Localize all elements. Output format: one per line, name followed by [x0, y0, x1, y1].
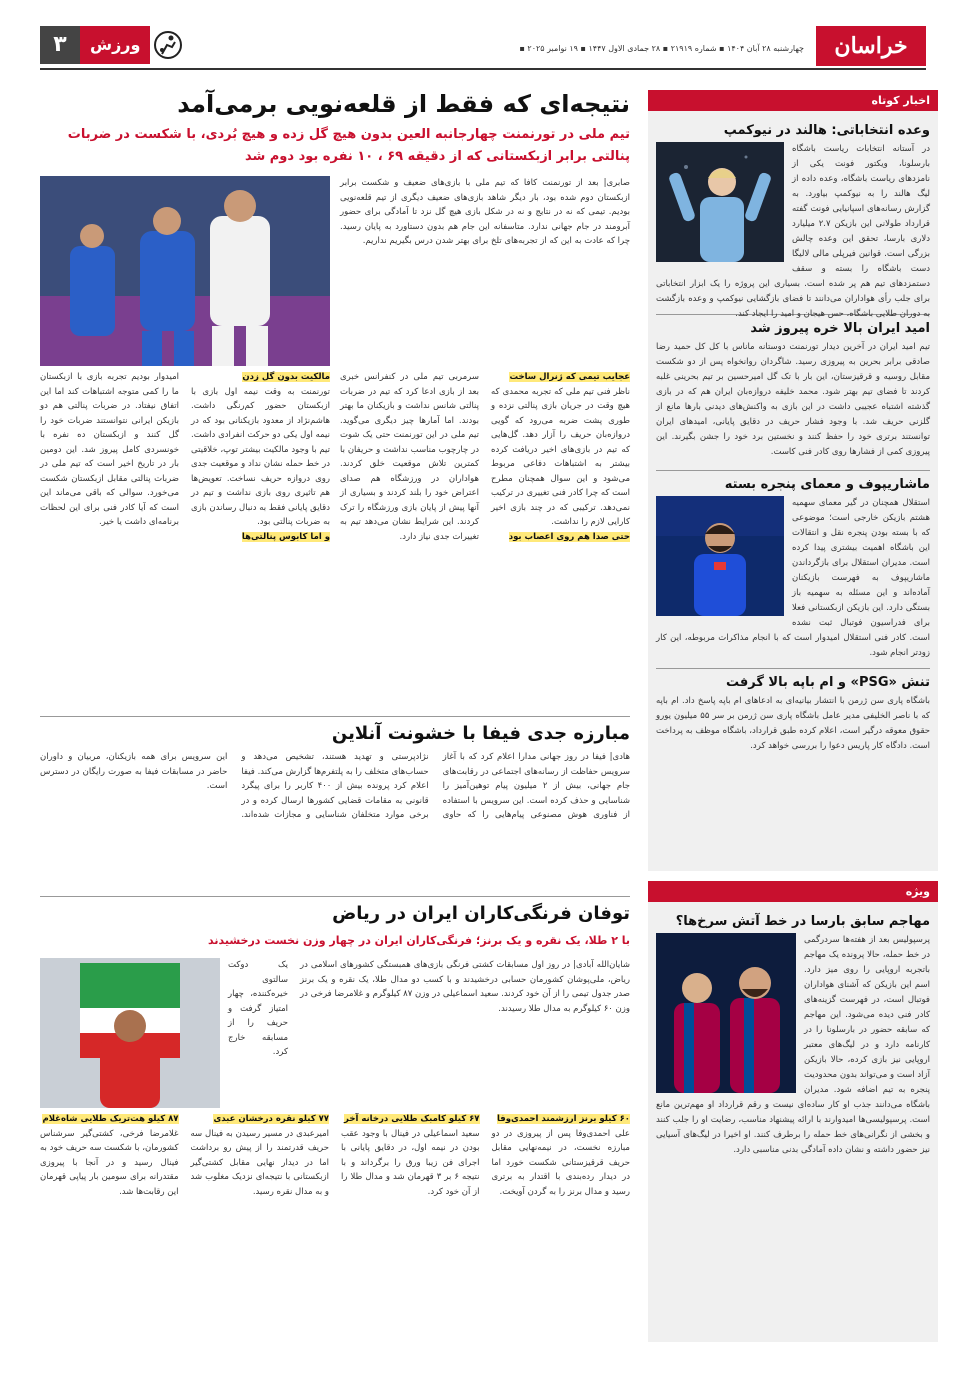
- subhead-77kg: ۷۷ کیلو نقره درخشان عبدی: [213, 1114, 329, 1124]
- khorasan-logo[interactable]: خراسان: [816, 26, 926, 66]
- section-label: ورزش: [80, 26, 150, 64]
- article-body: [40, 370, 630, 710]
- news-text: در آستانه انتخابات ریاست باشگاه بارسلونا، ویکتور فونت یکی از نامزدهای ریاست باشگاه، وعده داده از لیگ هالند را به نیوکمپ بیاورد. به گزارش رسانه‌های اسپانیایی فونت گفته قرارداد طولانی این بازیکن ۲.۷ میلیارد دلاری بارسا، تحقق این وعده چالش بزرگی است. قوانین فیرپلی مالی لالیگا دست باشگاه را بسته و سقف دستمزدهای تیم هم پر شده است. بسیاری این پروژه را یک ابزار انتخاباتی برای جلب رأی هواداران می‌دانند تا فضای بازگشایی نیوکمپ و وعده بازگشت به دوران طلایی باشگاه، حس هیجان و امید را ایجاد کند.: [656, 144, 930, 319]
- wrestling-results: ۶۰ کیلو برنز ارزشمند احمدی‌وفا علی احمدی‌وفا پس از پیروزی در دو مبارزه نخست، در نیمه‌نهایی مقابل حریف قرقیزستانی شکست خورد اما در دیدار رده‌بندی با اقتدار به برتری رسید و مدال برنز را به گردن آویخت. ۶۷ کیلو کامبک طلایی درخانه آخر سعید اسماعیلی در فینال با وجود عقب بودن در نیمه اول، در دقایق پایانی با اجرای فن زیبا ورق را برگرداند و با نتیجه ۶ بر ۳ قهرمان شد و مدال طلا را از آن خود کرد. ۷۷ کیلو نقره درخشان عبدی امیرعبدی در مسیر رسیدن به فینال سه حریف قدرتمند را از پیش رو برداشت اما در دیدار نهایی مقابل کشتی‌گیر ازبکستانی با نتیجه‌ای نزدیک مغلوب شد و به مدال نقره رسید. ۸۷ کیلو هت‌تریک طلایی شاه‌غلام غلامرضا فرخی، کشتی‌گیر سرشناس کشورمان، با شکست سه حریف خود به فینال رسید و در آنجا با پیروزی مقتدرانه برای سومین بار پیاپی قهرمان این رقابت‌ها شد.: [40, 1114, 630, 1197]
- photo-caption: یک دوکت سالتوی خیره‌کننده، چهار امتیاز گرفت و حریف را از مسابقه خارج کرد.: [228, 960, 288, 1057]
- news-title[interactable]: امید ایران بالا خره پیروز شد: [750, 321, 930, 336]
- short-news-header: اخبار کوتاه: [648, 90, 938, 111]
- subhead-possession: مالکیت بدون گل زدن: [242, 372, 330, 382]
- subhead-60kg: ۶۰ کیلو برنز ارزشمند احمدی‌وفا: [496, 1114, 630, 1124]
- article-headline[interactable]: توفان فرنگی‌کاران ایران در ریاض: [332, 903, 630, 924]
- haaland-photo: [656, 142, 784, 262]
- news-item-iran-u23: [656, 321, 930, 460]
- intro-text: صابری| بعد از تورنمنت کافا که تیم ملی با بازی‌های ضعیف و شکست برابر ازبکستان دوم شده بود، بار دیگر شاهد بازی‌های ضعیف دیگری از تیم قلعه‌نویی بودیم. تیمی که نه در نتایج و نه در شکل بازی هیچ گل نزد تا آمادگی برای حضور آبرومند در جام جهانی ندارد. متاسفانه این جام هم بدون دستاورد به پایان رسید. چرا که عادت به این که از تجربه‌های تلخ برای بهتر شدن درس بگیریم نداریم.: [340, 178, 630, 246]
- news-item-haaland: [656, 123, 930, 319]
- issue-date-line: چهارشنبه ۲۸ آبان ۱۴۰۴ ▪ شماره ۲۱۹۱۹ ▪ ۲۸ جمادی الاول ۱۴۴۷ ▪ ۱۹ نوامبر ۲۰۲۵ ▪: [519, 44, 804, 53]
- subhead-penalties: و اما کابوس پنالتی‌ها: [241, 531, 330, 542]
- news-text: باشگاه پاری سن ژرمن با انتشار بیانیه‌ای به ادعاهای ام باپه پاسخ داد. ام باپه که با ناصر الخلیفی مدیر عامل باشگاه پاری سن ژرمن بر سر ۵۵ میلیون یورو حقوق معوقه درگیر است، اعلام کرده طبق قرارداد، باشگاه موظف به پرداخت است. دادگاه کار پاریس دعوا را بررسی خواهد کرد.: [656, 696, 930, 751]
- masharipov-photo: [656, 496, 784, 616]
- news-title[interactable]: وعده انتخاباتی: هالند در نیوکمپ: [723, 123, 930, 138]
- col-d-text: امیدوار بودیم تجربه بازی با ازبکستان ما را کمی متوجه اشتباهات کند اما این اتفاق نیفتاد. در ضربات پنالتی هم دو بازیکن ایرانی نتوانستند ضربات خود را گل کنند و ازبکستان ده نفره با خونسردی کامل پیروز شد. این دومین بار در تاریخ اخیر است که تیم ملی در ضربات پنالتی مقابل ازبکستان شکست می‌خورد. سوالی که باقی می‌ماند این است که آیا کادر فنی برای این لحظات برنامه‌ای داشت یا خیر.: [40, 372, 179, 527]
- article-intro: [340, 176, 630, 356]
- article-text: هادی| فیفا در روز جهانی مدارا اعلام کرد که با آغاز سرویس حفاظت از رسانه‌های اجتماعی در رقابت‌های جام جهانی، بیش از ۲ میلیون پیام توهین‌آمیز را شناسایی و حذف کرده است. این سرویس با استفاده از فناوری هوش مصنوعی پیام‌هایی را که حاوی نژادپرستی و تهدید هستند، تشخیص می‌دهد و حساب‌های متخلف را به پلتفرم‌ها گزارش می‌کند. فیفا اعلام کرد پرونده بیش از ۴۰۰ کاربر را برای پیگرد قانونی به مقامات قضایی کشورها ارسال کرده و در برخی موارد متخلفان شناسایی و مجازات شده‌اند. این سرویس برای همه بازیکنان، مربیان و داوران حاضر در مسابقات فیفا به صورت رایگان در دسترس است.: [40, 752, 630, 820]
- col-a-text: ناظر فنی تیم ملی که تجربه محمدی که هیچ وقت در جریان بازی پنالتی نزده و طوری پشت ضربه می‌رود که گویی دروازه‌بان حریف را آزار دهد. گل‌هایی که تیم در بازی‌های اخیر دریافت کرده بیشتر به اشتباهات دفاعی مربوط می‌شود و این سوال همچنان مطرح است که چرا کادر فنی تغییری در ترکیب نمی‌دهد. ترکیبی که در چند بازی اخیر کارایی لازم را نداشت.: [491, 386, 630, 527]
- section-tag: [40, 26, 186, 64]
- masthead: [40, 22, 926, 70]
- soccer-player-icon: [150, 26, 186, 64]
- news-text: استقلال همچنان در گیر معمای سهمیه هشتم بازیکن خارجی است؛ موضوعی که با بسته بودن پنجره نقل و انتقالات این باشگاه اهمیت بیشتری پیدا کرده است. مدیران استقلال برای بازگرداندن ماشاریپوف به فهرست بازیکنان آماده‌اند و این مسئله به سهمیه باز بستگی دارد. این بازیکن ازبکستانی فعلا برای فدراسیون فوتبال ثبت نشده است. کادر فنی استقلال امیدوار است که با انجام مذاکرات مربوطه، این کار زودتر انجام شود.: [656, 498, 930, 658]
- team-melli-photo: [40, 176, 330, 366]
- subhead-wonders: عجایب تیمی که ژنرال ساخت: [509, 372, 630, 382]
- article-fifa: [40, 723, 630, 890]
- barca-players-photo: [656, 933, 796, 1093]
- news-item-psg-mbappe: [656, 675, 930, 794]
- special-text: پرسپولیس بعد از هفته‌ها سردرگمی در خط حمله، حالا پرونده یک مهاجم باتجربه اروپایی را روی میز دارد. اسم این بازیکن که آشنای هواداران فوتبال است، در فهرست گزینه‌های کادر فنی دیده می‌شود. این مهاجم که سابقه حضور در بارسلونا را در کارنامه دارد و در لیگ‌های معتبر اروپایی نیز بازی کرده، حالا بازیکن آزاد است و می‌تواند بدون محدودیت پنجره به تیم اضافه شود. مدیران باشگاه می‌دانند جذب او کار ساده‌ای نیست و رقم قرارداد او مهم‌ترین مانع است. پرسپولیسی‌ها امیدوارند با ارائه پیشنهاد مناسب، رضایت او را جلب کنند و بخشی از نگرانی‌های خط حمله را برطرف کنند. او اخیرا در لیگ‌های آسیایی نیز حضور داشته و نشان داده آمادگی بدنی مناسبی دارد.: [656, 935, 930, 1155]
- news-text: تیم امید ایران در آخرین دیدار تورنمنت دوستانه ماناس با کل کل حمید رضا صادقی برابر بحرین به پیروزی رسید. شاگردان روانخواه پس از دو شکست مقابل روسیه و قرقیزستان، این بار با تک گل امیرحسین بر تیم بحرینی غلبه کردند تا فضای تیم بهتر شود. محمد خلیفه دروازه‌بان ایران هم که در بازی گذشته اشتباه عجیبی داشت در این بازی به واکنش‌های دیدنی بارها مانع از گلزنی حریف شد. با وجود فشار حریف در دقایق پایانی، امیدهای ایران توانستند برتری خود را حفظ کنند و نخستین برد خود را جشن بگیرند. این پیروزی کمی از فشارها روی کادر فنی کاست.: [656, 342, 930, 457]
- article-headline[interactable]: نتیجه‌ای که فقط از قلعه‌نویی برمی‌آمد: [177, 90, 630, 118]
- col-b-text: سرمربی تیم ملی در کنفرانس خبری بعد از بازی ادعا کرد که تیم در ضربات پنالتی شانس نداشت و بازیکنان ما بهتر بودند. اما آمارها چیز دیگری می‌گوید. تیم ملی در این تورنمنت حتی یک شوت در چارچوب مناسب نداشت و حریفان با کمترین تلاش موقعیت خلق کردند. هواداران در ورزشگاه هم صدای اعتراض خود را بلند کردند و بسیاری از آنها پیش از پایان بازی ورزشگاه را ترک کردند. این شرایط نشان می‌دهد تیم به تغییرات جدی نیاز دارد.: [340, 372, 479, 542]
- article-lead: تیم ملی در تورنمنت چهارجانبه العین بدون هیچ گل زده و هیچ بُردی، با شکست در ضربات پنالتی برابر ازبکستانی که از دقیقه ۶۹ ، ۱۰ نفره بود دوم شد: [67, 127, 630, 164]
- special-title[interactable]: مهاجم سابق بارسا در خط آتش سرخ‌ها؟: [675, 914, 930, 929]
- news-title[interactable]: تنش «PSG» و ام باپه بالا گرفت: [725, 675, 930, 690]
- subhead-87kg: ۸۷ کیلو هت‌تریک طلایی شاه‌غلام: [42, 1114, 179, 1124]
- wrestler-photo: [40, 958, 220, 1108]
- short-news-box: [648, 111, 938, 871]
- sidebar: [648, 90, 938, 1342]
- article-lead: با ۲ طلا، یک نقره و یک برنز؛ فرنگی‌کاران ایران در چهار وزن نخست درخشیدند: [208, 934, 630, 947]
- special-header: ویژه: [648, 881, 938, 902]
- news-item-masharipov: [656, 477, 930, 658]
- news-title[interactable]: ماشاریپوف و معمای پنجره بسته: [724, 477, 930, 492]
- intro-text: شایان‌الله آبادی| در روز اول مسابقات کشتی فرنگی بازی‌های همبستگی کشورهای اسلامی در ریاض، ملی‌پوشان کشورمان حسابی درخشیدند و با کسب دو مدال طلا، یک نقره و یک برنز صدر جدول تیمی را از آن خود کردند. سعید اسماعیلی در وزن ۸۷ کیلوگرم و غلامرضا فرخی در وزن ۶۰ کیلوگرم به مدال طلا رسیدند.: [300, 960, 631, 1014]
- article-wrestling: [40, 903, 630, 1372]
- subhead-67kg: ۶۷ کیلو کامبک طلایی درخانه آخر: [344, 1114, 480, 1124]
- col-c-text: تورنمنت به وقت نیمه اول بازی با ازبکستان حضور کم‌رنگی داشت. هاشم‌نژاد از معدود بازیکنانی بود که در نیمه اول یکی دو حرکت انفرادی داشت. تیم با وجود مالکیت بیشتر توپ، خلاقیتی در خط حمله نشان نداد و موقعیت جدی روی دروازه حریف نساخت. تعویض‌ها هم تاثیری روی بازی نداشت و تیم در دقایق پایانی فقط به دنبال رساندن بازی به ضربات پنالتی بود.: [191, 386, 330, 527]
- article-team-melli: [40, 90, 630, 710]
- special-box: [648, 902, 938, 1342]
- subhead-noise: حتی صدا هم روی اعصاب بود: [508, 531, 630, 542]
- article-headline[interactable]: مبارزه جدی فیفا با خشونت آنلاین: [331, 723, 630, 744]
- main-column: [40, 90, 630, 1372]
- page-number: ۳: [40, 26, 80, 64]
